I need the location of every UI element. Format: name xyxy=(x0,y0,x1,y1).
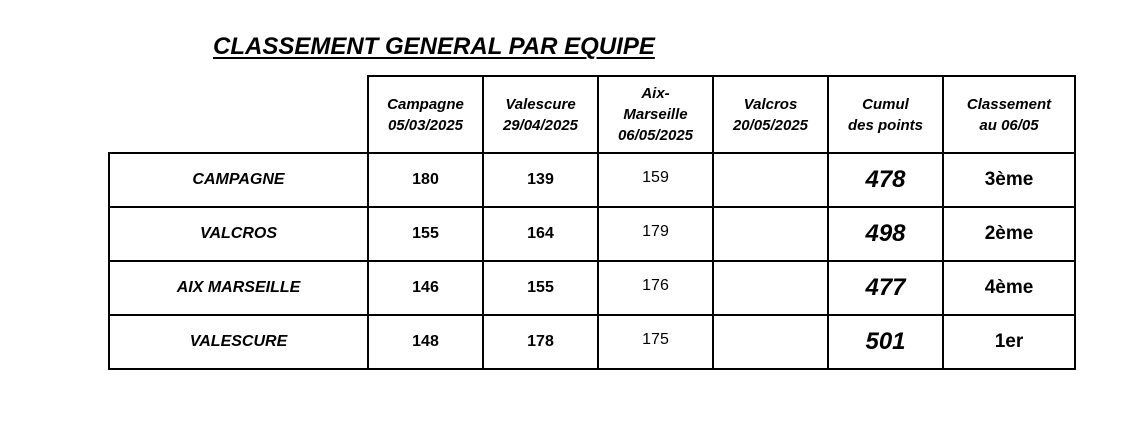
score-aix-marseille: 159 xyxy=(642,169,669,186)
team-name: VALCROS xyxy=(199,225,278,242)
page-title: CLASSEMENT GENERAL PAR EQUIPE xyxy=(213,33,655,60)
score-campagne: 146 xyxy=(412,279,439,296)
score-aix-marseille: 176 xyxy=(642,277,669,294)
score-valescure: 139 xyxy=(527,171,554,188)
cumul-points: 501 xyxy=(865,328,906,355)
score-valcros xyxy=(714,262,827,314)
score-aix-marseille: 179 xyxy=(642,223,669,240)
score-campagne: 180 xyxy=(412,171,439,188)
score-campagne: 155 xyxy=(412,225,439,242)
column-header-valcros: Valcros 20/05/2025 xyxy=(732,95,809,134)
table-border-right xyxy=(1074,75,1076,370)
score-aix-marseille: 175 xyxy=(642,331,669,348)
score-valcros xyxy=(714,316,827,368)
column-header-aix-marseille: Aix- Marseille 06/05/2025 xyxy=(617,85,694,144)
column-header-valescure: Valescure 29/04/2025 xyxy=(502,95,579,134)
score-campagne: 148 xyxy=(412,333,439,350)
score-valescure: 164 xyxy=(527,225,554,242)
team-name: VALESCURE xyxy=(189,333,288,350)
column-header-campagne: Campagne 05/03/2025 xyxy=(387,95,464,134)
score-valcros xyxy=(714,154,827,206)
team-name: CAMPAGNE xyxy=(192,171,285,188)
classement: 1er xyxy=(994,331,1024,352)
classement: 4ème xyxy=(984,277,1034,298)
classement: 3ème xyxy=(984,169,1034,190)
cumul-points: 478 xyxy=(865,166,906,193)
score-valescure: 155 xyxy=(527,279,554,296)
score-valcros xyxy=(714,208,827,260)
cumul-points: 477 xyxy=(865,274,906,301)
cumul-points: 498 xyxy=(865,220,906,247)
classement: 2ème xyxy=(984,223,1034,244)
table-border-bottom xyxy=(108,368,1076,370)
column-header-cumul: Cumul des points xyxy=(847,95,923,134)
score-valescure: 178 xyxy=(527,333,554,350)
column-header-classement: Classement au 06/05 xyxy=(966,95,1052,134)
team-name: AIX MARSEILLE xyxy=(176,279,301,296)
